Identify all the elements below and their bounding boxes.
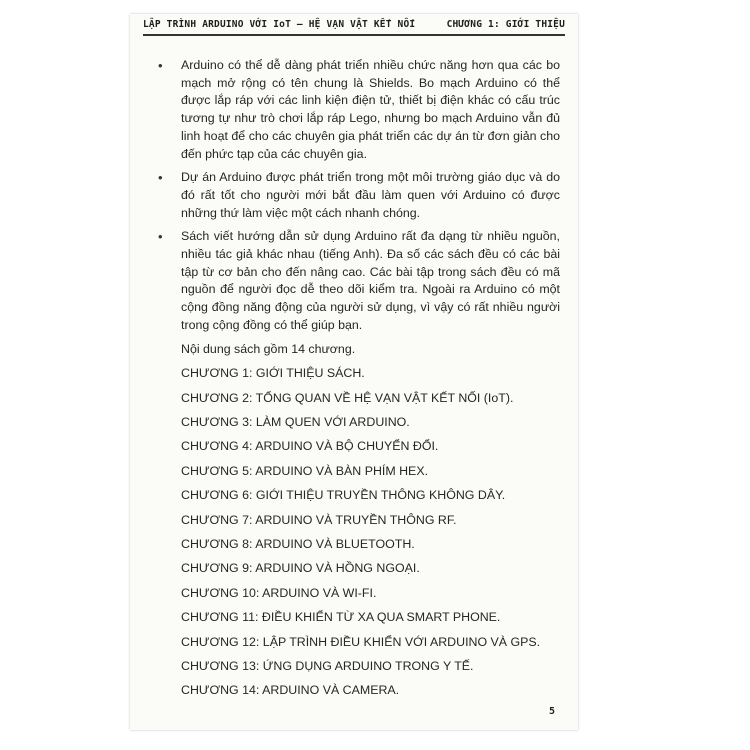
chapter-item: CHƯƠNG 8: ARDUINO VÀ BLUETOOTH. <box>181 536 415 551</box>
bullet-text: Sách viết hướng dẫn sử dụng Arduino rất đa dạng từ nhiều nguồn, nhiều tác giả khác nhau (tiếng Anh). Đa số các sách đều có các bài tập từ cơ bản cho đến nâng cao. Các bài tập trong sách đều có mã nguồn để người đọc dễ theo dõi kiểm tra. Ngoài ra Arduino có một cộng đồng năng động của người sử dụng, vì vậy có rất nhiều người trong cộng đồng có thể giúp bạn. <box>181 229 560 332</box>
chapter-list-intro: Nội dung sách gồm 14 chương. <box>181 341 356 356</box>
bullet-paragraph <box>152 228 560 334</box>
chapter-item: CHƯƠNG 2: TỔNG QUAN VỀ HỆ VẠN VẬT KẾT NỐI (IoT). <box>181 390 514 405</box>
chapter-item: CHƯƠNG 6: GIỚI THIỆU TRUYỀN THÔNG KHÔNG DÂY. <box>181 488 506 503</box>
bullet-icon: • <box>158 170 163 186</box>
page-content <box>152 57 560 707</box>
bullet-text: Dự án Arduino được phát triển trong một môi trường giáo dục và do đó rất tốt cho người mới bắt đầu làm quen với Arduino có được những thứ làm việc một cách nhanh chóng. <box>181 170 560 220</box>
page-number: 5 <box>549 706 556 717</box>
bullet-icon: • <box>158 229 163 245</box>
chapter-list <box>152 365 560 698</box>
chapter-item: CHƯƠNG 13: ỨNG DỤNG ARDUINO TRONG Y TẾ. <box>181 658 474 673</box>
header-chapter-title: CHƯƠNG 1: GIỚI THIỆU <box>446 19 565 30</box>
bullet-text: Arduino có thể dễ dàng phát triển nhiều chức năng hơn qua các bo mạch mở rộng có tên chung là Shields. Bo mạch Arduino có thể được lắp ráp với các linh kiện điện tử, thiết bị điện khác có cấu trúc tương tự như trò chơi lắp ráp Lego, nhưng bo mạch Arduino vẫn đủ linh hoạt để cho các chuyên gia phát triển các dự án từ đơn giản cho đến phức tạp của các chuyên gia. <box>181 58 560 161</box>
bullet-icon: • <box>158 58 163 73</box>
chapter-item: CHƯƠNG 4: ARDUINO VÀ BỘ CHUYỂN ĐỔI. <box>181 439 439 454</box>
chapter-item: CHƯƠNG 7: ARDUINO VÀ TRUYỀN THÔNG RF. <box>181 512 457 527</box>
running-header <box>143 19 565 30</box>
header-book-title: LẬP TRÌNH ARDUINO VỚI IoT – HỆ VẠN VẬT KẾT NỐI <box>143 19 416 30</box>
chapter-item: CHƯƠNG 12: LẬP TRÌNH ĐIỀU KHIỂN VỚI ARDUINO VÀ GPS. <box>181 634 541 649</box>
bullet-paragraph <box>152 57 560 163</box>
chapter-item: CHƯƠNG 3: LÀM QUEN VỚI ARDUINO. <box>181 415 410 430</box>
chapter-item: CHƯƠNG 11: ĐIỀU KHIỂN TỪ XA QUA SMART PHONE. <box>181 610 501 625</box>
chapter-item: CHƯƠNG 1: GIỚI THIỆU SÁCH. <box>181 366 365 381</box>
chapter-item: CHƯƠNG 14: ARDUINO VÀ CAMERA. <box>181 683 400 698</box>
header-rule <box>143 34 565 36</box>
chapter-item: CHƯƠNG 9: ARDUINO VÀ HỒNG NGOẠI. <box>181 561 420 576</box>
chapter-item: CHƯƠNG 5: ARDUINO VÀ BÀN PHÍM HEX. <box>181 463 429 478</box>
chapter-item: CHƯƠNG 10: ARDUINO VÀ WI-FI. <box>181 585 377 600</box>
bullet-paragraph <box>152 169 560 222</box>
